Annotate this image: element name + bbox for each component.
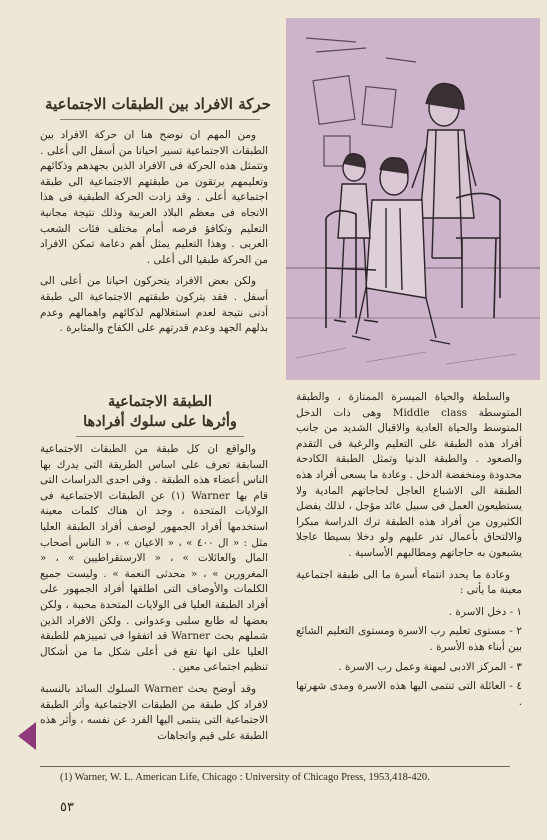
section-heading-social-class-behavior (60, 392, 260, 432)
heading-rule (60, 119, 260, 120)
paragraph: ومن المهم ان نوضح هنا ان حركة الافراد بين الطبقات الاجتماعية تسير احيانا من أسفل الى أعلى . وتتمثل هذه الحركة فى الافراد الذين بجهدهم وذكائهم وتعليمهم يرتقون من طبقتهم الاجتماعية الى طبقة اجتماعية أعلى . وقد زادت الحركة الطبقية فى هذا الاتجاه فى معظم البلاد العربية وذلك نتيجة مجانية التعليم وتكافؤ فرصه أمام مختلف فئات الشعب العربى . وهذا التعليم يمثل أهم دعامة تمكن الافراد من الحركة طبقيا الى أعلى . (40, 129, 268, 266)
right-column-text (296, 390, 522, 714)
paragraph: والسلطة والحياة الميسرة الممتازة ، والطبقة المتوسطة Middle class وهى ذات الدخل المتوسط والحياة العادية والاقبال الشديد من جانب أفراد هذه الطبقة على التعليم والرغبة فى التقدم والصعود . والطبقة الدنيا وتمثل الطبقة الكادحة محدودة ومنخفضة الدخل . وعادة ما يسعى أفراد هذه الطبقة الى الاشباع العاجل لحاجاتهم المادية ولا يستطيعون العمل فى سبيل عائد مؤجل ، لذلك يفضل الكثيرون من أفراد هذه الطبقة ترك الدراسة مبكرا والالتحاق بأعمال تدر عليهم ولو دخلا بسيطا عاجلا يشبعون به حاجاتهم ومطالبهم الأساسية . (296, 391, 522, 559)
heading-rule (76, 436, 244, 437)
paragraph: وقد أوضح بحث Warner السلوك السائد بالنسبة لافراد كل طبقة من الطبقات الاجتماعية وأثر الطبقة الاجتماعية التى ينتمى اليها الفرد عن نفسه ، وأثر هذه الطبقة على قيم واتجاهات (40, 682, 268, 742)
list-item: ٤ - العائلة التى تنتمى اليها هذه الاسرة ومدى شهرتها . (296, 680, 522, 708)
family-drawing (286, 18, 540, 380)
list-item: ٢ - مستوى تعليم رب الاسرة ومستوى التعليم الشائع بين أبناء هذه الأسرة . (296, 625, 522, 653)
section-body-social-class-behavior (40, 442, 268, 750)
section-heading-class-mobility: حركة الافراد بين الطبقات الاجتماعية (45, 95, 271, 113)
page-tab-marker (18, 722, 36, 750)
section-body-class-mobility (40, 128, 268, 343)
heading-line: الطبقة الاجتماعية (107, 393, 213, 410)
paragraph: والواقع ان كل طبقة من الطبقات الاجتماعية السابقة تعرف على اساس الطريقة التى يدرك بها الناس أعضاء هذه الطبقة . وفى احدى الدراسات التى قام بها Warner (١) عن الطبقات الاجتماعية فى الولايات المتحدة ، وجد ان هناك كلمات معينة استخدمها أفراد الجمهور لوصف أفراد الطبقة العليا مثل : « ال ٤٠٠ » ، « الاعيان » ، « الناس أصحاب المال والعائلات » ، « الارستقراطيين » ، « المغرورين » ، « محدثى النعمة » . وليست جميع الكلمات والأوصاف التى اطلقها أفراد الجمهور على أفراد الطبقة العليا فى الولايات المتحدة محببة ، ولكن بعضها له طابع سلبى وعدوانى . ولكن الافراد الذين شملهم بحث Warner قد اتفقوا فى تمييزهم للطبقة العليا على انها تقع فى أعلى شكل ما من أشكال تنظيم اجتماعى معين . (40, 443, 268, 674)
class-criteria-list (296, 605, 522, 711)
footnote: (1) Warner, W. L. American Life, Chicago : University of Chicago Press, 1953,418-420. (60, 772, 430, 783)
footnote-rule (40, 766, 510, 767)
list-item: ٣ - المركز الادبى لمهنة وعمل رب الاسرة . (338, 660, 522, 673)
list-item: ١ - دخل الاسرة . (448, 605, 522, 618)
page-number: ٥٣ (60, 800, 74, 815)
family-illustration (286, 18, 540, 380)
paragraph: وعادة ما يحدد انتماء أسرة ما الى طبقة اجتماعية معينة ما يأتى : (296, 568, 522, 597)
heading-line: وأثرها على سلوك أفرادها (83, 413, 237, 430)
paragraph: ولكن بعض الافراد يتحركون احيانا من أعلى الى أسفل . فقد يتركون طبقتهم الاجتماعية الى طبقة أدنى نتيجة لعدم استغلالهم لذكائهم واهمالهم وعدم بذلهم الجهد وعدم قدرتهم على الكفاح والمثابرة . (40, 275, 268, 335)
